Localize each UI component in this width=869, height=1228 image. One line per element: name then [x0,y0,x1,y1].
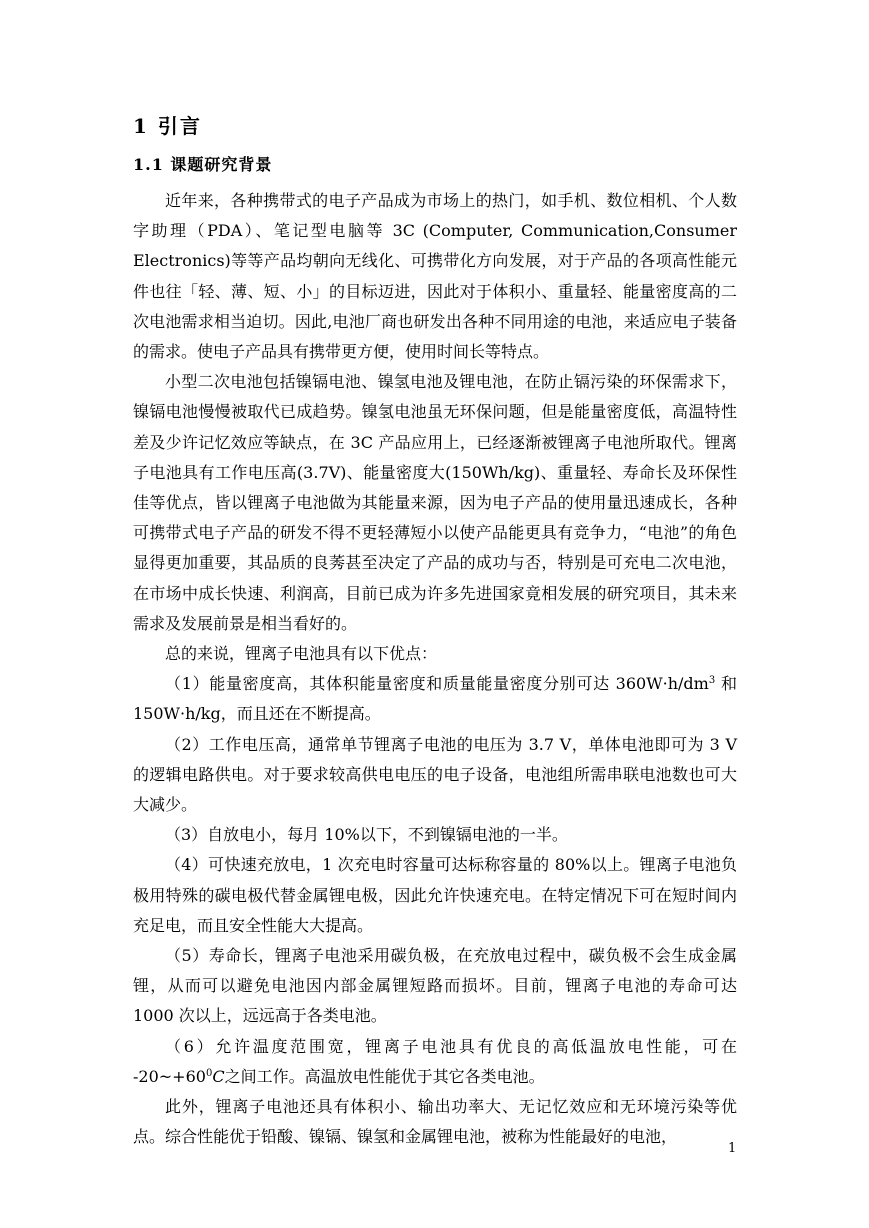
unit-c: C [212,1066,225,1086]
superscript-3: 3 [708,675,716,687]
body-text [133,186,737,1153]
advantage-1-text: （1）能量密度高，其体积能量密度和质量能量密度分别可达 360W·h/dm [165,674,709,694]
paragraph-advantage-5: （5）寿命长，锂离子电池采用碳负极，在充放电过程中，碳负极不会生成金属锂，从而可以避免电池因内部金属锂短路而损坏。目前，锂离子电池的寿命可达 1000 次以上，远远高于各类电池。 [133,946,737,1026]
paragraph-intro: 近年来，各种携带式的电子产品成为市场上的热门，如手机、数位相机、个人数字助理（PDA）、笔记型电脑等 3C (Computer, Communication,Consumer Electronics)等等产品均朝向无线化、可携带化方向发展，对于产品的各项高性能元件也往「轻、薄、短、小」的目标迈进，因此对于体积小、重量轻、能量密度高的二次电池需求相当迫切。因此,电池厂商也研发出各种不同用途的电池，来适应电子装备的需求。使电子产品具有携带更方便，使用时间长等特点。 [133,191,737,362]
advantage-6-text: （6）允许温度范围宽，锂离子电池具有优良的高低温放电性能，可在 -20~+60 [133,1036,737,1086]
paragraph-advantages-intro: 总的来说，锂离子电池具有以下优点： [165,644,438,664]
paragraph-advantage-2: （2）工作电压高，通常单节锂离子电池的电压为 3.7 V，单体电池即可为 3 V 的逻辑电路供电。对于要求较高供电电压的电子设备，电池组所需串联电池数也可大大减少。 [133,734,737,815]
paragraph-summary: 此外，锂离子电池还具有体积小、输出功率大、无记忆效应和无环境污染等优点。综合性能优于铅酸、镍镉、镍氢和金属锂电池，被称为性能最好的电池， [133,1097,737,1147]
chapter-heading: 1 引言 [133,114,202,138]
paragraph-advantage-6 [133,1032,737,1092]
paragraph-advantage-1 [133,669,737,729]
paragraph-battery-types: 小型二次电池包括镍镉电池、镍氢电池及锂电池，在防止镉污染的环保需求下，镍镉电池慢慢被取代已成趋势。镍氢电池虽无环保问题，但是能量密度低，高温特性差及少许记忆效应等缺点，在 3C 产品应用上，已经逐渐被锂离子电池所取代。锂离子电池具有工作电压高(3.7V)、能量密度大(150Wh/kg)、重量轻、寿命长及环保性佳等优点，皆以锂离子电池做为其能量来源，因为电子产品的使用量迅速成长，各种可携带式电子产品的研发不得不更轻薄短小以使产品能更具有竞争力，“电池”的角色显得更加重要，其品质的良莠甚至决定了产品的成功与否，特别是可充电二次电池，在市场中成长快速、利润高，目前已成为许多先进国家竟相发展的研究项目，其未来需求及发展前景是相当看好的。 [133,372,737,633]
advantage-1-text-cont: 和 150W·h/kg，而且还在不断提高。 [133,674,737,724]
section-heading: 1.1 课题研究背景 [133,155,273,174]
paragraph-advantage-4: （4）可快速充放电，1 次充电时容量可达标称容量的 80%以上。锂离子电池负极用特殊的碳电极代替金属锂电极，因此允许快速充电。在特定情况下可在短时间内充足电，而且安全性能大大提高。 [133,855,737,935]
page-number: 1 [728,1141,737,1156]
paragraph-advantage-3: （3）自放电小，每月 10%以下，不到镍镉电池的一半。 [165,825,568,845]
superscript-0: 0 [205,1067,213,1079]
advantage-6-text-cont: 之间工作。高温放电性能优于其它各类电池。 [224,1066,545,1086]
